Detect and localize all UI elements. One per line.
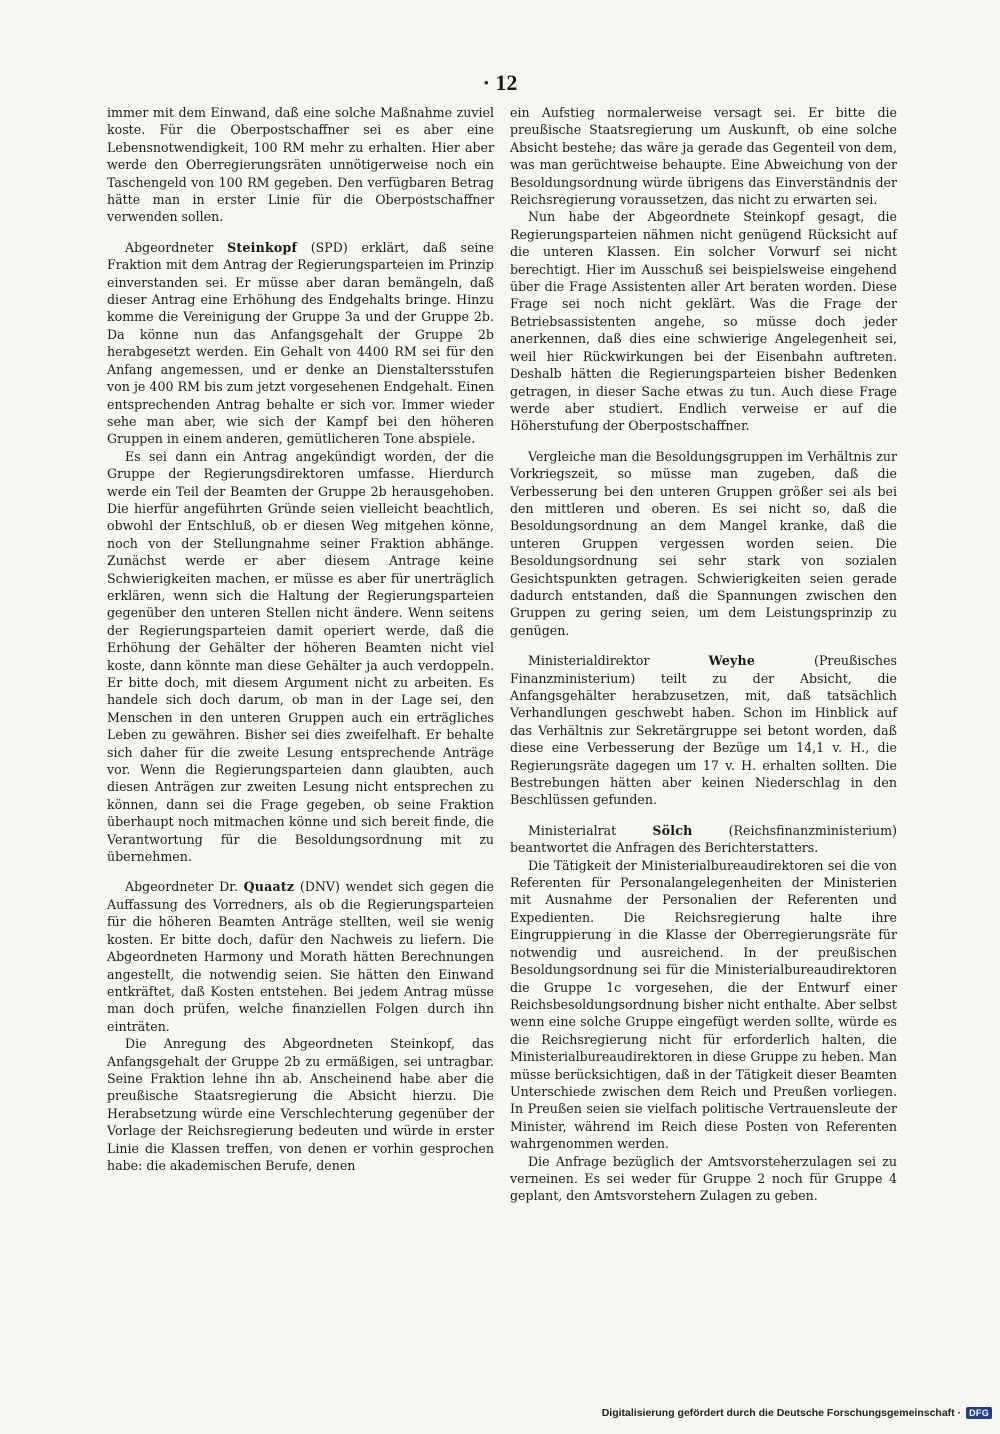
paragraph-text: (DNV) wendet sich gegen die Auffassung des Vorredners, als ob die Regierungsparteien für die höheren Beamten Anträge stellten, weil sie wenig kosten. Er bitte doch, dafür den Nachweis zu liefern. Die Abgeordneten Harmony und Morath hätten Berechnungen angestellt, die notwendig seien. Sie hätten den Einwand entkräftet, daß Kosten entstehen. Bei jedem Antrag müsse man doch prüfen, welche finanziellen Folgen durch ihn einträten. [107, 879, 494, 1034]
footer [602, 1407, 992, 1419]
paragraph: Die Anregung des Abgeordneten Steinkopf, das Anfangsgehalt der Gruppe 2b zu ermäßigen, sei untragbar. Seine Fraktion lehne ihn ab. Anscheinend habe aber die preußische Staatsregierung die Absicht hierzu. Die Herabsetzung würde eine Verschlechterung gegenüber der Vorlage der Reichsregierung bedeuten und würde in erster Linie die Klassen treffen, von denen er vorhin gesprochen habe: die akademischen Berufe, denen [107, 1036, 494, 1173]
footer-text: Digitalisierung gefördert durch die Deutsche Forschungsgemeinschaft · [601, 1407, 962, 1419]
dfg-logo: DFG [966, 1407, 992, 1419]
speaker-name: Sölch [652, 822, 693, 838]
speaker-title: Abgeordneter [125, 239, 228, 255]
paragraph: Die Anfrage bezüglich der Amtsvorsteherzulagen sei zu verneinen. Es sei weder für Gruppe 2 noch für Gruppe 4 geplant, den Amtsvorstehern Zulagen zu geben. [510, 1153, 897, 1204]
paragraph: Nun habe der Abgeordnete Steinkopf gesagt, die Regierungsparteien nähmen nicht genügend Rücksicht auf die unteren Klassen. Ein solcher Vorwurf sei nicht berechtigt. Hier im Ausschuß sei beispielsweise eingehend über die Frage Assistenten aller Art beraten worden. Diese Frage sei noch nicht geklärt. Was die Frage der Betriebsassistenten angehe, so müsse doch jeder anerkennen, daß dies eine schwierige Angelegenheit sei, weil hier Rückwirkungen bei der Eisenbahn auftreten. Deshalb hätten die Regierungsparteien bisher Bedenken getragen, in dieser Sache etwas zu tun. Auch diese Frage werde aber studiert. Endlich verweise er auf die Höherstufung der Oberpostschaffner. [510, 209, 897, 434]
paragraph: Vergleiche man die Besoldungsgruppen im Verhältnis zur Vorkriegszeit, so müsse man zugeben, daß die Verbesserung bei den unteren Gruppen größer sei als bei den mittleren und oberen. Es sei nicht so, daß die Besoldungsordnung an dem Mangel kranke, daß die unteren Gruppen vergessen worden seien. Die Besoldungsordnung sei sehr stark von sozialen Gesichtspunkten getragen. Schwierigkeiten seien gerade dadurch entstanden, daß die Spannungen zwischen den Gruppen zu gering seien, um dem Leistungsprinzip zu genügen. [510, 448, 897, 638]
paragraph-gap [510, 639, 897, 652]
paragraph: Die Tätigkeit der Ministerialbureaudirektoren sei die von Referenten für Personalangelegenheiten der Ministerien mit Ausnahme der Personalien der Referenten und Expedienten. Die Reichsregierung halte ihre Eingruppierung in die Klasse der Oberregierungsräte für notwendig und ausreichend. In der preußischen Besoldungsordnung sei für die Ministerialbureaudirektoren die Gruppe 1c vorgesehen, die der Entwurf einer Reichsbesoldungsordnung bisher nicht enthalte. Aber selbst wenn eine solche Gruppe eingefügt werden sollte, würde es die Reichsregierung nicht für erforderlich halten, die Ministerialbureaudirektoren in diese Gruppe zu heben. Man müsse berücksichtigen, daß in der Tätigkeit dieser Beamten Unterschiede zwischen dem Reich und Preußen vorliegen. In Preußen seien sie vielfach politische Vertrauensleute der Minister, während im Reich diese Posten von Referenten wahrgenommen werden. [510, 857, 897, 1152]
paragraph-gap [107, 865, 494, 878]
paragraph: Es sei dann ein Antrag angekündigt worden, der die Gruppe der Regierungsdirektoren umfasse. Hierdurch werde ein Teil der Beamten der Gruppe 2b herausgehoben. Die hierfür angeführten Gründe seien vielleicht beachtlich, obwohl der Entschluß, ob er diesen Weg mitgehen könne, noch von der Stellungnahme seiner Fraktion abhänge. Zunächst werde er aber diesem Antrage keine Schwierigkeiten machen, er müsse es aber für unerträglich erklären, wenn sich die Haltung der Regierungsparteien gegenüber den unteren Stellen nicht ändere. Wenn seitens der Regierungsparteien damit operiert werde, daß die Erhöhung der Gehälter der höheren Beamten nicht viel koste, dann könnte man diese Gehälter ja auch verdoppeln. Er bitte doch, mit diesem Argument nicht zu arbeiten. Es handele sich doch darum, ob man in der Lage sei, den Menschen in den unteren Gruppen auch ein erträgliches Leben zu gewähren. Bisher sei dies zweifelhaft. Er behalte sich daher für die zweite Lesung entsprechende Anträge vor. Wenn die Regierungsparteien dann glaubten, auch diesen Anträgen zur zweiten Lesung nicht entsprechen zu können, dann sei die Frage gegeben, ob seine Fraktion überhaupt noch mitmachen könne und sich bereit finde, die Verantwortung für die Besoldungsordnung mit zu übernehmen. [107, 448, 494, 865]
paragraph [107, 878, 494, 1035]
paragraph-text: (Preußisches Finanzministerium) teilt zu der Absicht, die Anfangsgehälter herabzusetzen, mit, daß tatsächlich Verhandlungen geschwebt haben. Schon im Hinblick auf das Verhältnis zur Sekretärgruppe sei betont worden, daß diese eine Verbesserung der Bezüge um 14,1 v. H., die Regierungsräte dagegen um 17 v. H. erhalten sollten. Die Bestrebungen hätten aber keinen Niederschlag in den Beschlüssen gefunden. [510, 653, 897, 808]
right-column [510, 104, 897, 1205]
speaker-name: Quaatz [243, 879, 295, 895]
paragraph [107, 239, 494, 448]
paragraph [510, 822, 897, 857]
paragraph: immer mit dem Einwand, daß eine solche Maßnahme zuviel koste. Für die Oberpostschaffner sei es aber eine Lebensnotwendigkeit, 100 RM mehr zu erhalten. Hier aber werde den Oberregierungsräten unnötigerweise noch ein Taschengeld von 100 RM gegeben. Den verfügbaren Betrag hätte man in erster Linie für die Oberpostschaffner verwenden sollen. [107, 105, 494, 225]
paragraph-gap [107, 226, 494, 239]
page-number: · 12 [482, 70, 518, 95]
speaker-title: Ministerialdirektor [528, 653, 709, 669]
speaker-title: Ministerialrat [528, 822, 653, 838]
speaker-name: Steinkopf [227, 239, 298, 255]
paragraph-gap [510, 809, 897, 822]
speaker-title: Abgeordneter Dr. [125, 879, 244, 895]
paragraph-text: (SPD) erklärt, daß seine Fraktion mit dem Antrag der Regierungsparteien im Prinzip einverstanden sei. Er müsse aber daran bemängeln, daß dieser Antrag eine Erhöhung des Endgehalts bringe. Hinzu komme die Vereinigung der Gruppe 3a und der Gruppe 2b. Da könne nun das Anfangsgehalt der Gruppe 2b herabgesetzt werden. Ein Gehalt von 4400 RM sei für den Anfang angemessen, und er denke an Dienstaltersstufen von je 400 RM bis zum jetzt vorgesehenen Endgehalt. Einen entsprechenden Antrag behalte er sich vor. Immer wieder sehe man aber, wie sich der Kampf bei den höheren Gruppen in einem anderen, gemütlicheren Tone abspiele. [107, 239, 494, 447]
paragraph-gap [510, 435, 897, 448]
paragraph [510, 652, 897, 809]
speaker-name: Weyhe [708, 653, 756, 669]
left-column [107, 104, 494, 1174]
paragraph: ein Aufstieg normalerweise versagt sei. Er bitte die preußische Staatsregierung um Auskunft, ob eine solche Absicht bestehe; das wäre ja gerade das Gegenteil von dem, was man gerüchtweise behaupte. Eine Abweichung von der Besoldungsordnung würde übrigens das Einverständnis der Reichsregierung voraussetzen, das nicht zu erwarten sei. [510, 105, 897, 208]
paragraph-text: (Reichsfinanzministerium) beantwortet die Anfragen des Berichterstatters. [510, 822, 898, 856]
